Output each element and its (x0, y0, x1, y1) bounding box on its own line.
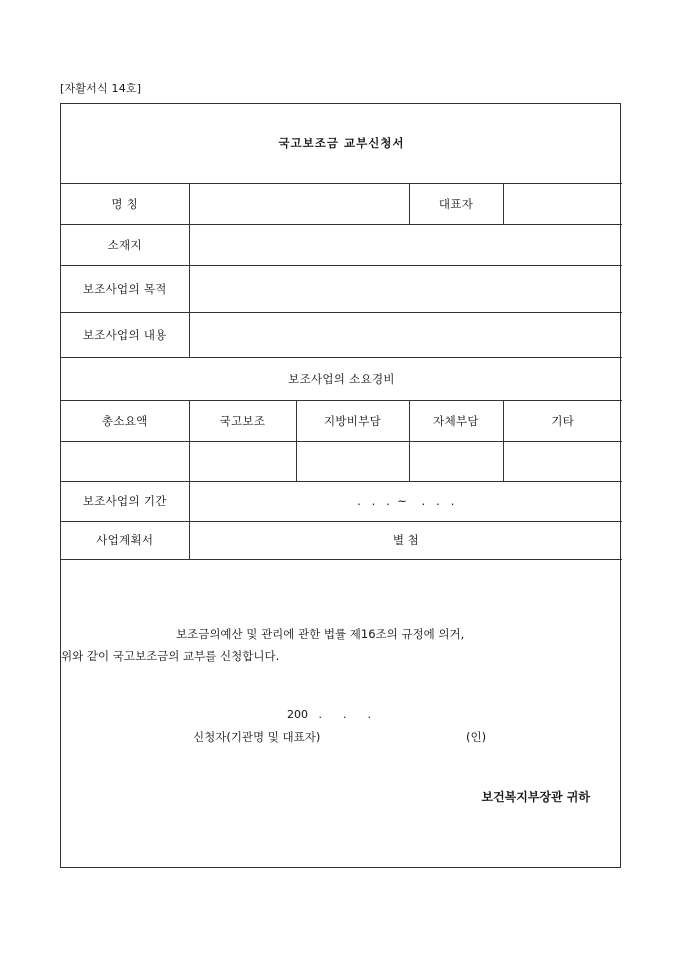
representative-label: 대표자 (409, 183, 503, 224)
expense-total-field[interactable] (61, 441, 189, 481)
expense-other-field[interactable] (503, 441, 622, 481)
expense-col-local: 지방비부담 (296, 400, 409, 441)
plan-label: 사업계획서 (61, 521, 189, 559)
representative-field[interactable] (503, 183, 622, 224)
addressee: 보건복지부장관 귀하 (481, 789, 590, 804)
applicant-label: 신청자(기관명 및 대표자) (193, 729, 321, 744)
expense-local-field[interactable] (296, 441, 409, 481)
form-number-tag: [자활서식 14호] (60, 82, 142, 95)
purpose-label: 보조사업의 목적 (61, 265, 189, 312)
address-label: 소재지 (61, 224, 189, 265)
expense-header: 보조사업의 소요경비 (61, 357, 622, 400)
declaration-section (61, 560, 620, 867)
expense-col-other: 기타 (503, 400, 622, 441)
expense-col-total: 총소요액 (61, 400, 189, 441)
application-date[interactable]: 200 . . . (287, 707, 371, 721)
name-label: 명 칭 (61, 183, 189, 224)
content-label: 보조사업의 내용 (61, 312, 189, 357)
content-field[interactable] (189, 312, 622, 357)
period-field[interactable]: . . . ~ . . . (189, 481, 622, 521)
expense-self-field[interactable] (409, 441, 503, 481)
declaration-line-1: 보조금의예산 및 관리에 관한 법률 제16조의 규정에 의거, (176, 626, 465, 641)
form-title: 국고보조금 교부신청서 (61, 104, 622, 183)
expense-col-national: 국고보조 (189, 400, 296, 441)
period-label: 보조사업의 기간 (61, 481, 189, 521)
expense-col-self: 자체부담 (409, 400, 503, 441)
plan-value: 별 첨 (189, 521, 622, 559)
address-field[interactable] (189, 224, 622, 265)
expense-national-field[interactable] (189, 441, 296, 481)
name-field[interactable] (189, 183, 409, 224)
application-form (60, 103, 621, 868)
purpose-field[interactable] (189, 265, 622, 312)
seal-mark: (인) (466, 729, 487, 744)
form-table (61, 104, 622, 560)
declaration-line-2: 위와 같이 국고보조금의 교부를 신청합니다. (61, 648, 280, 663)
